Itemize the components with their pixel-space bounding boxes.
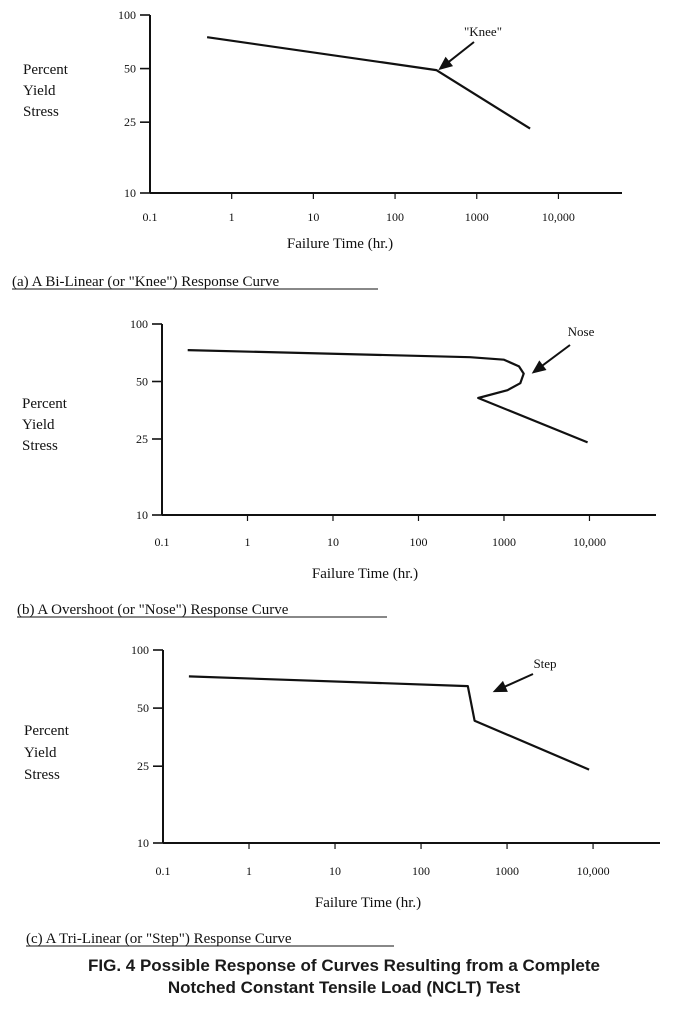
chart-a <box>0 0 688 300</box>
x-axis-label: Failure Time (hr.) <box>314 895 422 911</box>
chart-title: (a) A Bi-Linear (or "Knee") Response Curve <box>12 274 280 290</box>
y-axis-label <box>24 723 70 783</box>
y-tick-label: 10 <box>136 508 148 522</box>
x-tick-label: 100 <box>386 210 405 224</box>
y-tick-label: 100 <box>131 643 149 657</box>
series-line <box>207 37 530 128</box>
x-tick-label: 10 <box>329 864 342 878</box>
y-axis-label-line: Stress <box>24 767 60 783</box>
x-tick-label: 100 <box>409 535 428 549</box>
x-tick-label: 10 <box>307 210 320 224</box>
annotation-label: Nose <box>567 324 595 339</box>
x-tick-label: 10 <box>326 535 339 549</box>
x-tick-label: 1 <box>228 210 235 224</box>
y-axis-label <box>23 62 69 120</box>
annotation-arrow-shaft <box>539 345 570 368</box>
x-tick-label: 0.1 <box>154 535 170 549</box>
chart-c <box>0 640 688 950</box>
chart-b <box>0 310 688 630</box>
y-axis-label-line: Yield <box>24 745 57 761</box>
annotation-arrow-head <box>532 360 547 373</box>
y-axis-label-line: Percent <box>23 62 68 78</box>
x-tick-label: 10,000 <box>572 535 606 549</box>
y-tick-label: 25 <box>124 115 136 130</box>
x-tick-label: 0.1 <box>142 210 158 224</box>
annotation-arrow-head <box>438 57 453 70</box>
series-line <box>188 350 588 442</box>
figure-caption <box>0 955 688 999</box>
y-axis-label <box>22 396 68 454</box>
y-axis-label-line: Yield <box>23 83 56 99</box>
y-tick-label: 100 <box>118 8 136 22</box>
x-tick-label: 1000 <box>464 210 489 224</box>
x-tick-label: 1000 <box>495 864 520 878</box>
x-tick-label: 0.1 <box>155 864 171 878</box>
chart-panel-b <box>0 310 688 630</box>
x-axis-label: Failure Time (hr.) <box>286 236 394 252</box>
y-axis-label-line: Stress <box>22 438 58 454</box>
chart-title: (c) A Tri-Linear (or "Step") Response Curve <box>26 931 292 947</box>
y-tick-label: 50 <box>136 374 148 389</box>
y-tick-label: 50 <box>137 701 149 716</box>
y-tick-label: 25 <box>136 431 148 446</box>
y-axis-label-line: Percent <box>24 723 69 739</box>
annotation-label: "Knee" <box>463 24 503 39</box>
x-axis-label: Failure Time (hr.) <box>311 566 419 582</box>
y-tick-label: 10 <box>124 186 136 200</box>
y-axis-label-line: Percent <box>22 396 67 412</box>
x-tick-label: 10,000 <box>541 210 575 224</box>
chart-panel-a <box>0 0 688 300</box>
y-tick-label: 100 <box>130 317 148 331</box>
chart-title: (b) A Overshoot (or "Nose") Response Curve <box>17 602 289 618</box>
figure-caption-line-1: FIG. 4 Possible Response of Curves Resulting from a Complete <box>87 956 600 975</box>
y-axis-label-line: Yield <box>22 417 55 433</box>
figure-caption-line-2: Notched Constant Tensile Load (NCLT) Test <box>167 978 521 997</box>
y-tick-label: 25 <box>137 759 149 774</box>
x-tick-label: 10,000 <box>576 864 610 878</box>
x-tick-label: 100 <box>412 864 431 878</box>
x-tick-label: 1 <box>246 864 253 878</box>
chart-panel-c <box>0 640 688 950</box>
y-tick-label: 50 <box>124 61 136 76</box>
x-tick-label: 1 <box>244 535 251 549</box>
annotation-label: Step <box>533 656 557 671</box>
y-tick-label: 10 <box>137 836 149 850</box>
y-axis-label-line: Stress <box>23 104 59 120</box>
x-tick-label: 1000 <box>491 535 516 549</box>
series-line <box>189 676 589 769</box>
